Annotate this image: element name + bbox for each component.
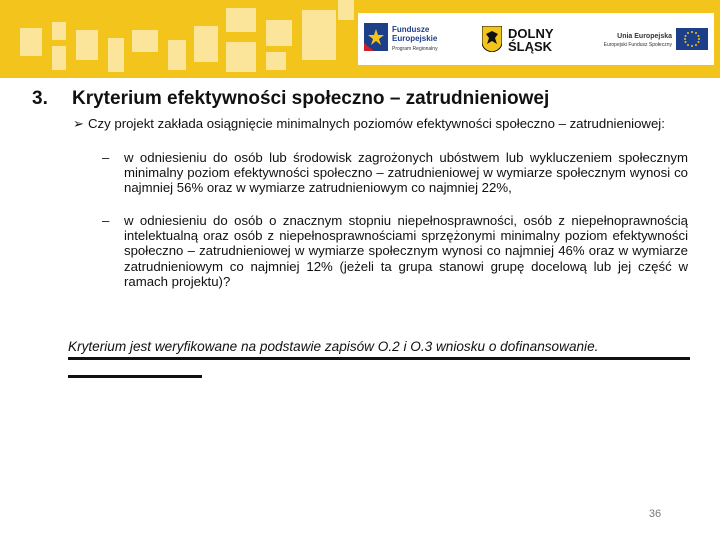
fe-name: Fundusze Europejskie [392,25,438,43]
decorative-square [226,42,256,72]
list-item [102,150,688,196]
question-bullet [73,116,693,131]
decorative-square [266,52,286,70]
decorative-square [266,20,292,46]
arrow-bullet-icon: ➢ [73,116,84,131]
eu-flag-icon [676,28,708,50]
decorative-square [168,40,186,70]
decorative-square [52,22,66,40]
question-text: Czy projekt zakłada osiągnięcie minimalnych poziomów efektywności społeczno – zatrudnieniowej: [88,116,665,131]
slide-number: 3. [32,88,48,109]
decorative-square [338,0,354,20]
fe-star-icon [364,23,388,51]
decorative-square [108,38,124,72]
list-item [102,213,688,289]
underline-bar [68,375,202,378]
fundusze-europejskie-logo [362,13,482,65]
decorative-square [20,28,42,56]
list-item-text: w odniesieniu do osób o znacznym stopniu niepełnosprawności, osób z niepełnoprawnością intelektualną oraz osób z niepełnosprawnościami sprzężonymi minimalny poziom efektywności społeczno – zatrudnieniowej w wymiarze społecznym wynosi co najmniej 46% oraz w wymiarze zatrudnieniowym co najmniej 12% (jeżeli ta grupa stanowi grupę docelową lub jej część w ramach projektu)? [124,213,688,289]
slide-title [32,88,692,110]
dash-bullet: – [102,150,110,165]
unia-europejska-logo [594,13,714,65]
decorative-square [52,46,66,70]
list-item-text: w odniesieniu do osób lub środowisk zagrożonych ubóstwem lub wykluczeniem społecznym minimalny poziom efektywności społeczno – zatrudnieniowej w wymiarze społecznym wynosi co najmniej 56% oraz w wymiarze zatrudnieniowym co najmniej 22%, [124,150,688,196]
logo-strip [358,13,714,65]
decorative-square [226,8,256,32]
dolny-slask-logo [480,13,570,65]
fe-program: Program Regionalny [392,46,438,52]
dash-bullet: – [102,213,110,228]
ue-fund: Europejski Fundusz Społeczny [603,42,672,48]
title-text: Kryterium efektywności społeczno – zatrudnieniowej [72,88,550,109]
decorative-square [76,30,98,60]
page-number: 36 [648,508,662,520]
ds-name-1: DOLNY [508,26,554,41]
decorative-square [302,10,336,60]
decorative-square [194,26,218,62]
ue-name: Unia Europejska [617,33,672,40]
verification-note: Kryterium jest weryfikowane na podstawie zapisów O.2 i O.3 wniosku o dofinansowanie. [68,339,599,354]
ds-name-2: ŚLĄSK [508,39,553,54]
decorative-square [132,30,158,52]
underline-bar [68,357,690,360]
eagle-icon [482,26,502,52]
